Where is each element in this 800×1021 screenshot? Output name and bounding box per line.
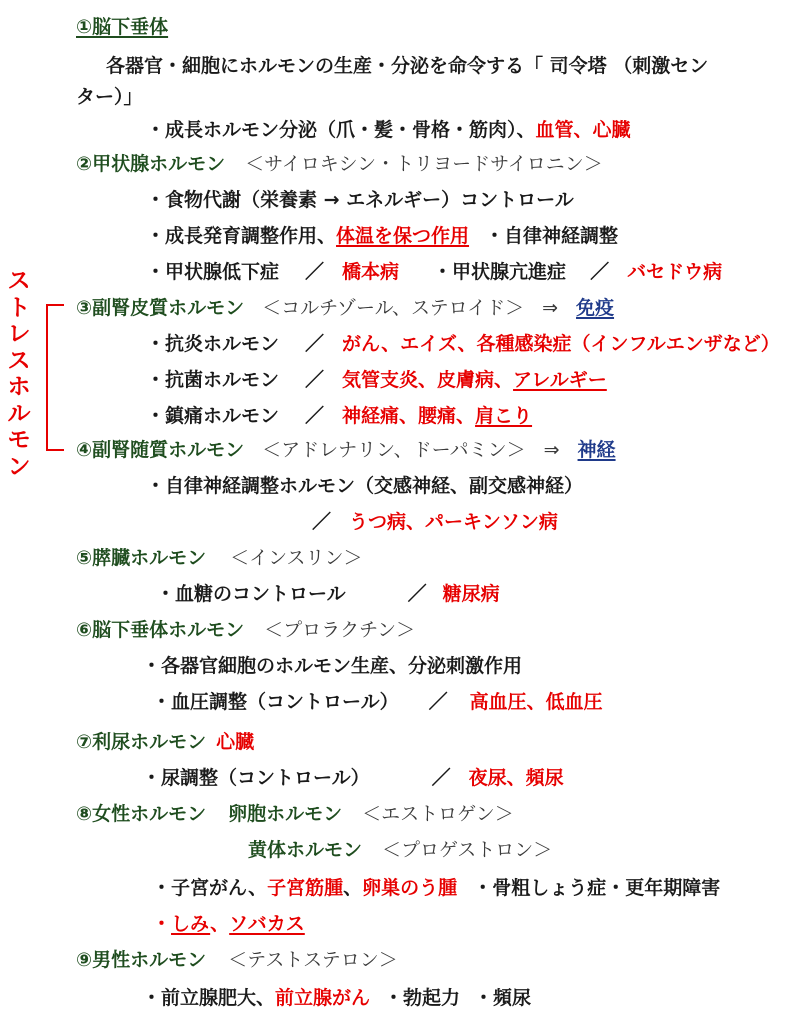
section-3-title: ③副腎皮質ホルモン [76,297,245,319]
growth-text: ・成長ホルモン分泌（爪・髪・骨格・筋肉）、 [146,119,536,141]
section-4-line2 [312,510,558,534]
section-3-line3 [146,404,532,428]
section-4-heading [76,438,616,462]
section-1-desc-line1: 各器官・細胞にホルモンの生産・分泌を命令する「 司令塔 （刺激セン [106,55,709,77]
arrow-icon: ⇒ [543,439,560,461]
section-8-heading [76,802,514,826]
text: ・尿調整（コントロール） [142,767,370,789]
section-6-heading [76,618,415,642]
section-6-title: ⑥脳下垂体ホルモン [76,619,245,641]
side-char: ホ [7,374,31,400]
highlight-heart: 心臓 [216,731,255,753]
section-9-heading [76,948,398,972]
highlight-bronchitis: 気管支炎、皮膚病、 [342,369,514,391]
text: ・子宮がん、 [152,877,268,899]
progesterone-label: 黄体ホルモン [248,839,363,861]
estrogen-subtitle: ＜エストロゲン＞ [362,803,514,825]
stress-hormone-bracket [46,304,64,451]
section-7-title: ⑦利尿ホルモン [76,731,207,753]
separator: 、 [210,913,230,935]
estrogen-label: 卵胞ホルモン [228,803,343,825]
slash: ／ [407,583,427,605]
text: ・勃起力 [384,987,461,1009]
section-1-growth-line [146,118,631,142]
section-2-heading [76,152,603,176]
section-8-title: ⑧女性ホルモン [76,803,207,825]
highlight-blood-vessel: 血管 [535,119,574,141]
highlight-basedow: バセドウ病 [627,261,723,283]
highlight-ovarian-cyst: 卵巣のう腫 [362,877,458,899]
section-7-heading [76,730,254,754]
section-9-subtitle: ＜テストステロン＞ [228,949,398,971]
slash: ／ [312,511,332,533]
slash: ／ [305,333,325,355]
section-7-line1 [142,766,564,790]
highlight-prostate-cancer: 前立腺がん [275,987,371,1009]
text: ・前立腺肥大、 [142,987,276,1009]
section-1-desc-line2: ター）」 [76,86,143,108]
highlight-stiff-shoulders: 肩こり [475,405,533,427]
text: ・血糖のコントロール [156,583,346,605]
highlight-heart: 心臓 [592,119,631,141]
highlight-diseases: がん、エイズ、各種感染症（インフルエンザなど） [342,333,780,355]
separator: 、 [343,877,363,899]
section-6-subtitle: ＜プロラクチン＞ [264,619,416,641]
text: ・甲状腺亢進症 [433,261,567,283]
highlight-spots: しみ [171,913,211,935]
text: ・抗炎ホルモン [146,333,280,355]
section-5-line1 [156,582,500,606]
slash: ／ [305,369,325,391]
text: ・頻尿 [474,987,532,1009]
stress-hormone-vertical-label [6,268,32,480]
section-5-heading [76,546,363,570]
section-2-line3 [146,260,722,284]
section-3-heading [76,296,614,320]
section-9-line1 [142,986,531,1010]
slash: ／ [428,691,448,713]
section-9-title: ⑨男性ホルモン [76,949,207,971]
section-1-title [76,15,168,39]
section-3-subtitle: ＜コルチゾール、ステロイド＞ [262,297,525,319]
section-4-title: ④副腎随質ホルモン [76,439,245,461]
side-char: ス [7,268,31,294]
section-3-line1 [146,332,780,356]
highlight-depression-parkinson: うつ病、パーキンソン病 [349,511,558,533]
text: ・鎮痛ホルモン [146,405,280,427]
highlight-neuralgia: 神経痛、腰痛、 [342,405,476,427]
slash: ／ [590,261,610,283]
highlight-hashimoto: 橋本病 [342,261,400,283]
link-nerves[interactable]: 神経 [577,439,616,461]
section-8-line2 [152,912,305,936]
slash: ／ [431,767,451,789]
bullet: ・ [152,913,172,935]
section-5-subtitle: ＜インスリン＞ [230,547,363,569]
side-char: ル [7,400,31,427]
text: ・骨粗しょう症・更年期障害 [473,877,721,899]
highlight-freckles: ソバカス [229,913,305,935]
highlight-body-temp: 体温を保つ作用 [336,225,470,247]
section-3-line2 [146,368,607,392]
section-6-line2 [152,690,603,714]
arrow-icon: ⇒ [542,297,559,319]
section-8-line1 [152,876,720,900]
section-2-title: ②甲状腺ホルモン [76,153,226,175]
text: ・血圧調整（コントロール） [152,691,399,713]
slash: ／ [305,261,325,283]
side-char: ト [7,294,31,321]
section-8-heading2 [248,838,552,862]
section-2-subtitle: ＜サイロキシン・トリヨードサイロニン＞ [245,153,603,175]
text: ・成長発育調整作用、 [146,225,337,247]
section-4-line1: ・自律神経調整ホルモン（交感神経、副交感神経） [146,475,584,497]
side-char: モ [7,427,31,453]
link-immunity[interactable]: 免疫 [576,297,615,319]
separator: 、 [573,119,593,141]
section-6-line1: ・各器官細胞のホルモン生産、分泌刺激作用 [142,655,523,677]
slash: ／ [305,405,325,427]
side-char: ス [7,347,31,374]
section-2-line1: ・食物代謝（栄養素 → エネルギー）コントロール [146,189,574,211]
highlight-allergy: アレルギー [513,369,607,391]
side-char: レ [7,321,31,347]
highlight-diabetes: 糖尿病 [442,583,500,605]
progesterone-subtitle: ＜プロゲストロン＞ [382,839,553,861]
section-2-line2 [146,224,618,248]
highlight-blood-pressure: 高血圧、低血圧 [469,691,603,713]
section-5-title: ⑤膵臓ホルモン [76,547,207,569]
section-1-title-text: ①脳下垂体 [76,16,169,38]
highlight-urination: 夜尿、頻尿 [468,767,564,789]
text: ・抗菌ホルモン [146,369,280,391]
text: ・甲状腺低下症 [146,261,280,283]
side-char: ン [7,453,31,480]
highlight-myoma: 子宮筋腫 [267,877,344,899]
section-4-subtitle: ＜アドレナリン、ドーパミン＞ [262,439,526,461]
text: ・自律神経調整 [485,225,619,247]
